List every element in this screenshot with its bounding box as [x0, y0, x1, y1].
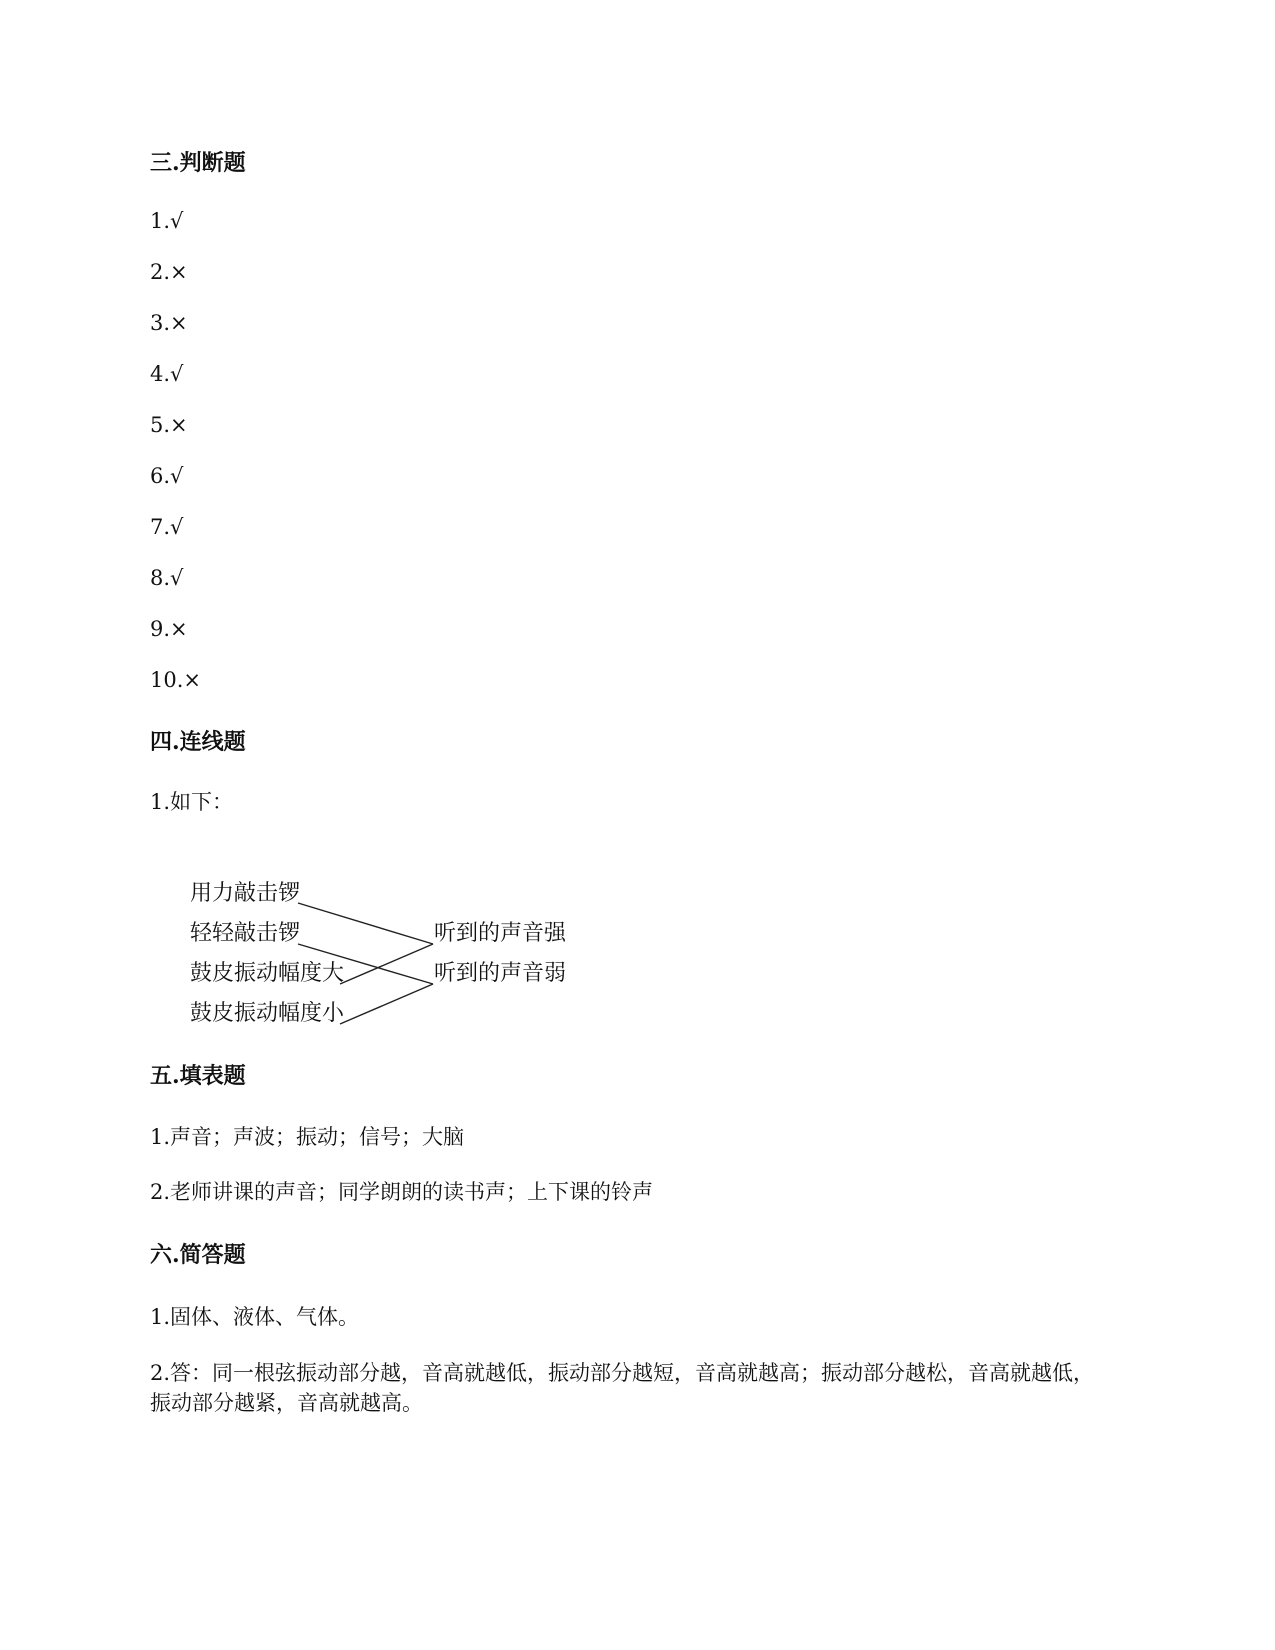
matching-diagram	[190, 880, 610, 1050]
judgment-answer-7: 7.√	[150, 515, 184, 539]
section-heading-short-answer: 六.简答题	[150, 1242, 246, 1268]
fill-table-answer-1: 1.声音；声波；振动；信号；大脑	[150, 1125, 465, 1149]
right-label-2: 听到的声音弱	[434, 961, 567, 986]
short-answer-1: 1.固体、液体、气体。	[150, 1305, 360, 1329]
left-label-4: 鼓皮振动幅度小	[190, 1001, 345, 1026]
left-label-3: 鼓皮振动幅度大	[190, 961, 345, 986]
short-answer-2: 2.答：同一根弦振动部分越，音高就越低，振动部分越短，音高就越高；振动部分越松，音高就越低，振动部分越紧，音高就越高。	[150, 1361, 1095, 1415]
section-heading-fill-table: 五.填表题	[150, 1063, 246, 1089]
judgment-answer-6: 6.√	[150, 464, 184, 488]
judgment-answer-5: 5.×	[150, 413, 188, 437]
link-line-1	[298, 903, 433, 944]
judgment-answer-9: 9.×	[150, 617, 188, 641]
section-heading-judgment: 三.判断题	[150, 150, 246, 176]
judgment-answer-4: 4.√	[150, 362, 184, 386]
left-label-1: 用力敲击锣	[190, 881, 301, 906]
matching-answer-1: 1.如下：	[150, 790, 234, 814]
section-heading-matching: 四.连线题	[150, 729, 246, 755]
right-label-1: 听到的声音强	[434, 921, 567, 946]
left-label-2: 轻轻敲击锣	[190, 921, 301, 946]
link-line-3	[340, 944, 433, 984]
judgment-answer-3: 3.×	[150, 311, 188, 335]
fill-table-answer-2: 2.老师讲课的声音；同学朗朗的读书声；上下课的铃声	[150, 1180, 654, 1204]
judgment-answer-2: 2.×	[150, 260, 188, 284]
judgment-answer-1: 1.√	[150, 209, 184, 233]
judgment-answer-8: 8.√	[150, 566, 184, 590]
judgment-answer-10: 10.×	[150, 668, 201, 692]
link-line-4	[340, 984, 433, 1024]
answer-page	[150, 0, 1130, 1650]
